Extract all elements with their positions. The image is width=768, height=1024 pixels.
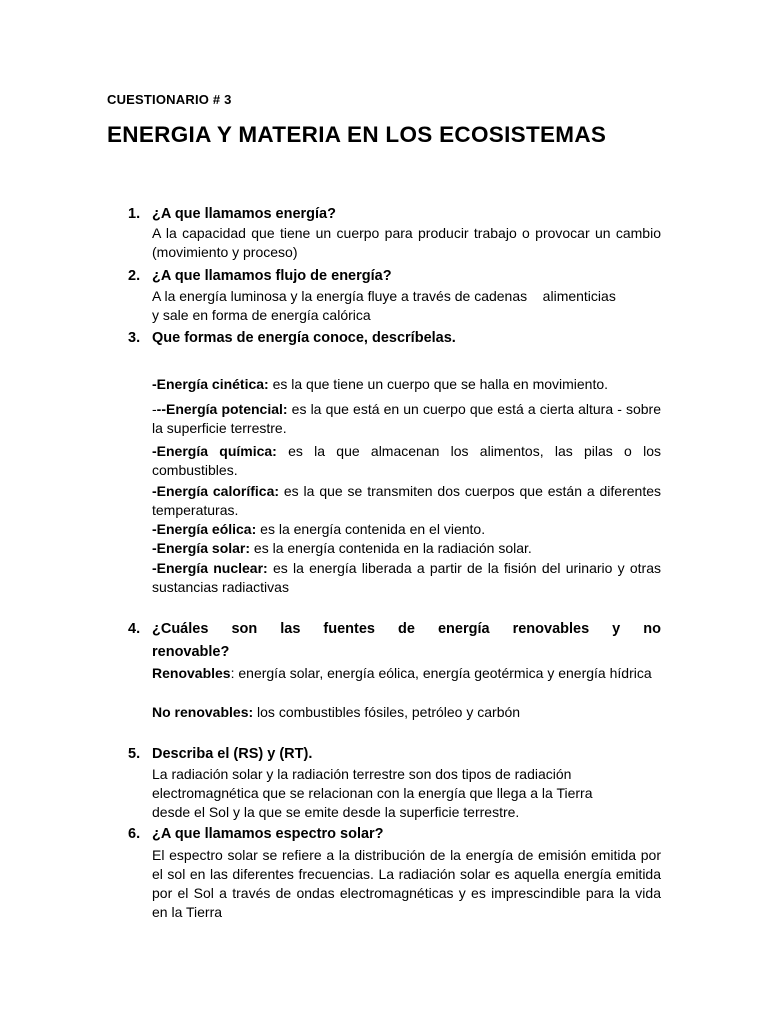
energy-description: es la que almacenan los alimentos, las pilas o los combustibles. — [152, 443, 661, 478]
energy-kinetic — [152, 375, 661, 394]
energy-term: -Energía química: — [152, 443, 277, 459]
answer-6: El espectro solar se refiere a la distribución de la energía de emisión emitida por el sol en las diferentes frecuencias. La radiación solar es aquella energía emitida por el Sol a través de ondas electromagnéticas y es imprescindible para la vida en la Tierra — [152, 847, 661, 920]
question-3 — [128, 328, 668, 348]
energy-chemical — [152, 442, 661, 480]
energy-potential — [152, 400, 661, 438]
energy-term: -Energía solar: — [152, 540, 251, 556]
energy-term: -Energía eólica: — [152, 521, 257, 537]
nonrenewables-text: los combustibles fósiles, petróleo y carbón — [253, 704, 521, 720]
energy-term: -Energía cinética: — [152, 376, 269, 392]
answer-5-line-1: La radiación solar y la radiación terrestre son dos tipos de radiación — [152, 766, 572, 782]
energy-solar — [152, 539, 661, 558]
question-text: ¿A que llamamos energía? — [152, 206, 336, 222]
question-4-line-2: renovable? — [152, 644, 230, 660]
nonrenewables-term: No renovables: — [152, 704, 254, 720]
answer-5-line-3: desde el Sol y la que se emite desde la superficie terrestre. — [152, 804, 520, 820]
energy-description: es la que se transmiten dos cuerpos que están a diferentes temperaturas. — [152, 483, 661, 518]
questionnaire-label: CUESTIONARIO # 3 — [107, 92, 232, 107]
energy-term: --Energía potencial: — [156, 401, 288, 417]
question-text: ¿A que llamamos flujo de energía? — [152, 268, 392, 284]
energy-caloric — [152, 482, 661, 520]
answer-4-nonrenewables — [152, 703, 661, 722]
question-text: Describa el (RS) y (RT). — [152, 746, 313, 762]
energy-description: es la que tiene un cuerpo que se halla en movimiento. — [268, 376, 609, 392]
energy-wind — [152, 520, 661, 539]
question-5 — [128, 744, 668, 764]
answer-5 — [152, 765, 661, 822]
renewables-text: : energía solar, energía eólica, energía geotérmica y energía hídrica — [230, 665, 652, 681]
question-4-line-1 — [128, 619, 661, 639]
question-1 — [128, 204, 668, 224]
answer-5-line-2: electromagnética que se relacionan con la energía que llega a la Tierra — [152, 785, 593, 801]
answer-2-line-1: A la energía luminosa y la energía fluye a través de cadenas alimenticias — [152, 288, 616, 304]
question-number: 4. — [128, 621, 141, 637]
answer-4-renewables — [152, 664, 661, 683]
energy-description: es la energía contenida en el viento. — [256, 521, 486, 537]
question-number: 1. — [128, 206, 141, 222]
answer-1: A la capacidad que tiene un cuerpo para producir trabajo o provocar un cambio (movimiento y proceso) — [152, 225, 661, 260]
question-number: 2. — [128, 268, 141, 284]
question-text: ¿Cuáles son las fuentes de energía renovables y no — [152, 621, 661, 637]
energy-nuclear — [152, 559, 661, 597]
question-text: ¿A que llamamos espectro solar? — [152, 826, 384, 842]
energy-term: -Energía calorífica: — [152, 483, 280, 499]
energy-description: es la energía contenida en la radiación solar. — [250, 540, 532, 556]
energy-prefix: - — [152, 401, 157, 417]
renewables-term: Renovables — [152, 665, 231, 681]
question-number: 5. — [128, 746, 141, 762]
question-number: 6. — [128, 826, 141, 842]
question-2 — [128, 266, 668, 286]
energy-description: es la que está en un cuerpo que está a cierta altura - sobre la superficie terrestre. — [152, 401, 662, 436]
energy-description: es la energía liberada a partir de la fisión del urinario y otras sustancias radiactivas — [152, 560, 662, 595]
question-text: Que formas de energía conoce, descríbelas. — [152, 330, 456, 346]
answer-2 — [152, 287, 661, 325]
question-number: 3. — [128, 330, 141, 346]
energy-term: -Energía nuclear: — [152, 560, 268, 576]
document-title: ENERGIA Y MATERIA EN LOS ECOSISTEMAS — [107, 122, 607, 147]
answer-2-line-2: y sale en forma de energía calórica — [152, 307, 371, 323]
question-6 — [128, 824, 668, 844]
